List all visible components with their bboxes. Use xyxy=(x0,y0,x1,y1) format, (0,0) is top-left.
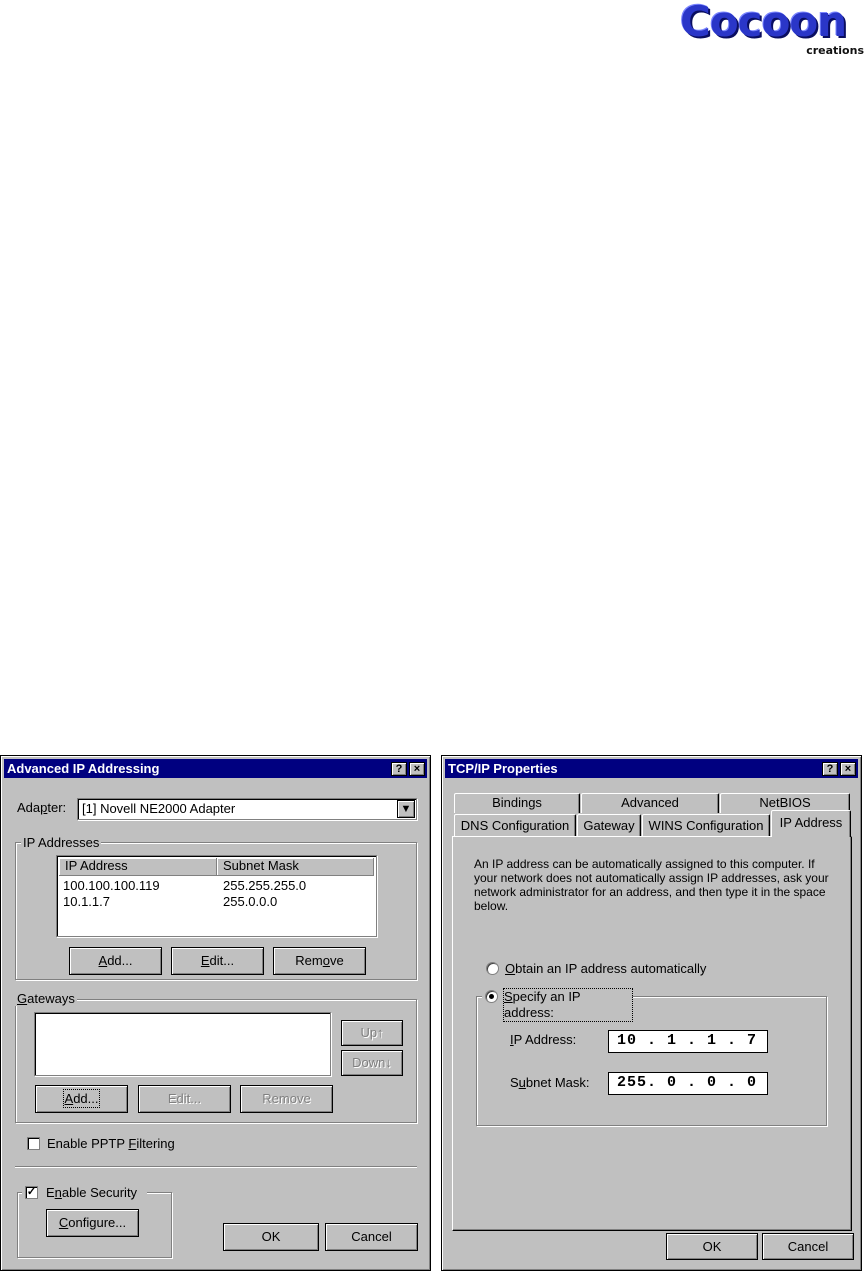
ip-add-button[interactable]: Add... xyxy=(69,947,162,975)
column-header-mask[interactable]: Subnet Mask xyxy=(217,858,374,876)
pptp-label: Enable PPTP Filtering xyxy=(47,1136,175,1151)
logo-word: Cocoon xyxy=(680,0,847,46)
chevron-down-icon[interactable]: ▼ xyxy=(397,800,415,818)
title-bar xyxy=(445,759,858,778)
tab-advanced[interactable]: Advanced xyxy=(581,793,719,813)
configure-button[interactable]: Configure... xyxy=(46,1209,139,1237)
ip-remove-button[interactable]: Remove xyxy=(273,947,366,975)
adapter-select[interactable] xyxy=(77,798,417,820)
ok-button[interactable]: OK xyxy=(223,1223,319,1251)
tab-dns-configuration[interactable]: DNS Configuration xyxy=(454,814,576,836)
description-text: An IP address can be automatically assigned to this computer. If your network does not automatically assign IP addresses, ask your network administrator for an address, and then type it in the space below. xyxy=(474,857,829,913)
title-bar xyxy=(4,759,427,778)
table-row[interactable] xyxy=(57,893,374,909)
ip-address-field[interactable]: 10 . 1 . 1 . 7 xyxy=(608,1030,768,1053)
cancel-button[interactable]: Cancel xyxy=(762,1233,854,1260)
up-button[interactable]: Up↑ xyxy=(341,1020,403,1046)
help-button[interactable]: ? xyxy=(822,762,838,776)
ip-addresses-label: IP Addresses xyxy=(23,835,100,850)
obtain-radio[interactable] xyxy=(486,962,499,975)
logo-subtitle: creations xyxy=(806,44,864,57)
tab-bindings[interactable]: Bindings xyxy=(454,793,580,813)
specify-label: Specify an IP address: xyxy=(504,989,632,1021)
security-label: Enable Security xyxy=(46,1185,138,1200)
ok-button[interactable]: OK xyxy=(666,1233,758,1260)
cocoon-creations-logo xyxy=(680,0,866,62)
specify-header xyxy=(482,989,632,1020)
obtain-label: Obtain an IP address automatically xyxy=(505,961,707,976)
specify-radio[interactable] xyxy=(485,990,498,1003)
help-button[interactable]: ? xyxy=(391,762,407,776)
pptp-checkbox[interactable] xyxy=(27,1137,40,1150)
separator xyxy=(15,1166,417,1168)
column-header-ip[interactable]: IP Address xyxy=(59,858,217,876)
gateways-label: Gateways xyxy=(17,991,75,1006)
ip-cell: 10.1.1.7 xyxy=(63,894,110,909)
tab-gateway[interactable]: Gateway xyxy=(577,814,641,836)
mask-cell: 255.0.0.0 xyxy=(223,894,278,909)
gateways-list[interactable] xyxy=(34,1012,331,1076)
table-row[interactable] xyxy=(57,877,374,893)
adapter-label: Adapter: xyxy=(17,800,67,815)
dialog-title: TCP/IP Properties xyxy=(448,761,558,776)
subnet-mask-field[interactable]: 255. 0 . 0 . 0 xyxy=(608,1072,768,1095)
ip-edit-button[interactable]: Edit... xyxy=(171,947,264,975)
cancel-button[interactable]: Cancel xyxy=(325,1223,418,1251)
ip-address-list[interactable] xyxy=(56,855,377,937)
close-button[interactable]: × xyxy=(409,762,425,776)
gw-add-button[interactable]: Add... xyxy=(35,1085,128,1113)
tab-ip-address[interactable]: IP Address xyxy=(771,810,851,837)
adapter-value: [1] Novell NE2000 Adapter xyxy=(82,801,236,816)
security-checkbox[interactable]: ✓ xyxy=(26,1186,37,1198)
mask-cell: 255.255.255.0 xyxy=(223,878,307,893)
ip-cell: 100.100.100.119 xyxy=(63,878,160,893)
advanced-ip-addressing-dialog xyxy=(0,755,431,1271)
tcpip-properties-dialog xyxy=(441,755,862,1271)
tab-wins-configuration[interactable]: WINS Configuration xyxy=(642,814,770,836)
down-button[interactable]: Down↓ xyxy=(341,1050,403,1076)
subnet-mask-label: Subnet Mask: xyxy=(510,1075,590,1090)
dialog-title: Advanced IP Addressing xyxy=(7,761,160,776)
ip-address-label: IP Address: xyxy=(510,1032,577,1047)
gw-edit-button[interactable]: Edit... xyxy=(138,1085,231,1113)
gw-remove-button[interactable]: Remove xyxy=(240,1085,333,1113)
close-button[interactable]: × xyxy=(840,762,856,776)
security-header xyxy=(22,1185,147,1201)
tab-netbios[interactable]: NetBIOS xyxy=(720,793,850,813)
